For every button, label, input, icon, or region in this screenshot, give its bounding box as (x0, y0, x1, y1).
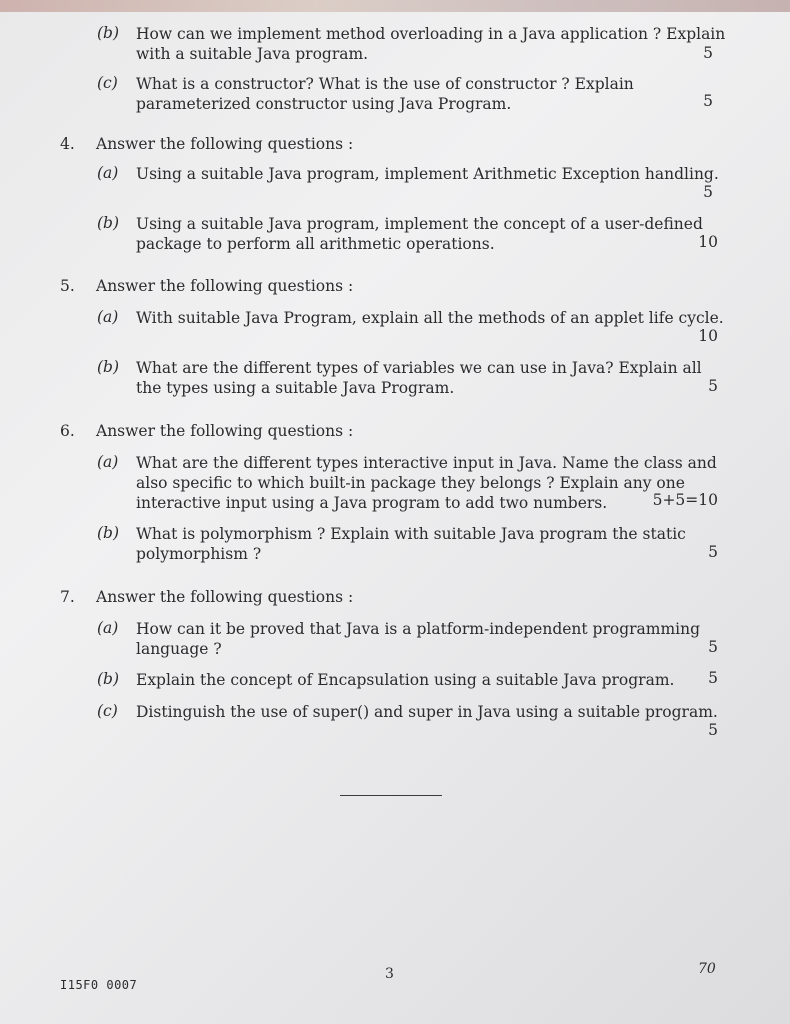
question-text: Using a suitable Java program, implement the concept of a user-defined (136, 215, 703, 233)
marks: 5 (703, 183, 713, 201)
marks: 5 (708, 543, 718, 561)
part-label: (c) (97, 702, 118, 720)
marks: 5 (703, 44, 713, 62)
question-heading: Answer the following questions : (96, 277, 354, 295)
part-label: (b) (97, 24, 120, 42)
part-label: (c) (97, 74, 118, 92)
question-text: Explain the concept of Encapsulation using a suitable Java program. (136, 671, 675, 689)
question-heading: Answer the following questions : (96, 135, 354, 153)
page-total: 70 (698, 961, 716, 977)
question-heading: Answer the following questions : (96, 588, 354, 606)
question-text: interactive input using a Java program to add two numbers. (136, 494, 608, 512)
question-text: What are the different types interactive input in Java. Name the class and (136, 454, 717, 472)
paper-code: I15F0 0007 (60, 978, 138, 992)
question-text: What is polymorphism ? Explain with suitable Java program the static (136, 525, 686, 543)
question-text: also specific to which built-in package they belongs ? Explain any one (136, 474, 685, 492)
part-label: (a) (97, 453, 119, 471)
question-heading: Answer the following questions : (96, 422, 354, 440)
marks: 5+5=10 (652, 491, 718, 509)
part-label: (b) (97, 670, 120, 688)
question-text: with a suitable Java program. (136, 45, 369, 63)
paper-top-edge (0, 0, 790, 12)
question-text: How can it be proved that Java is a platform-independent programming (136, 620, 701, 638)
question-text: How can we implement method overloading in a Java application ? Explain (136, 25, 726, 43)
question-text: What are the different types of variables we can use in Java? Explain all (136, 359, 702, 377)
question-text: Using a suitable Java program, implement Arithmetic Exception handling. (136, 165, 719, 183)
question-text: polymorphism ? (136, 545, 262, 563)
marks: 5 (703, 92, 713, 110)
question-text: the types using a suitable Java Program. (136, 379, 455, 397)
question-text: parameterized constructor using Java Program. (136, 95, 512, 113)
question-text: What is a constructor? What is the use of constructor ? Explain (136, 75, 634, 93)
question-text: Distinguish the use of super() and super in Java using a suitable program. (136, 703, 718, 721)
part-label: (b) (97, 524, 120, 542)
marks: 5 (708, 669, 718, 687)
part-label: (a) (97, 164, 119, 182)
question-number: 4. (60, 135, 75, 153)
question-number: 6. (60, 422, 75, 440)
marks: 10 (698, 327, 718, 345)
part-label: (b) (97, 358, 120, 376)
question-text: package to perform all arithmetic operations. (136, 235, 495, 253)
question-text: With suitable Java Program, explain all the methods of an applet life cycle. (136, 309, 724, 327)
marks: 5 (708, 377, 718, 395)
question-number: 5. (60, 277, 75, 295)
marks: 5 (708, 638, 718, 656)
marks: 5 (708, 721, 718, 739)
page-number: 3 (385, 966, 394, 982)
question-number: 7. (60, 588, 75, 606)
part-label: (b) (97, 214, 120, 232)
end-rule (340, 795, 442, 796)
question-text: language ? (136, 640, 222, 658)
part-label: (a) (97, 619, 119, 637)
part-label: (a) (97, 308, 119, 326)
marks: 10 (698, 233, 718, 251)
